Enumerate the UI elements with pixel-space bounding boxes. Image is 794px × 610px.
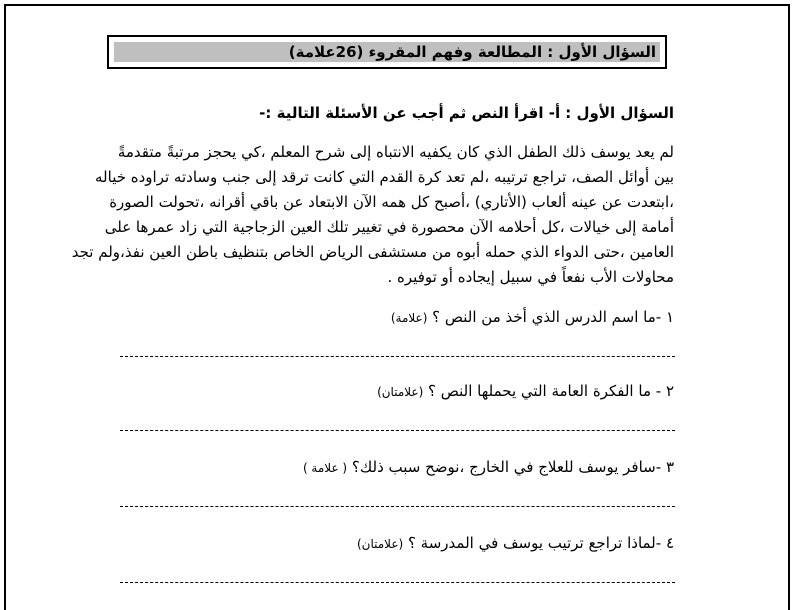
reading-passage xyxy=(71,140,674,290)
question-mark: (علامتان) xyxy=(377,385,424,399)
question-text: ٢ - ما الفكرة العامة التي يحملها النص ؟ xyxy=(428,382,674,400)
passage-line: بين أوائل الصف، تراجع ترتيبه ،لم تعد كرة القدم التي كانت ترقد إلى جنب وسادته تراوده خياله xyxy=(95,168,674,186)
section-title-box xyxy=(107,35,667,69)
question-mark: (علامة) xyxy=(390,311,428,325)
answer-line-2[interactable] xyxy=(120,430,675,431)
passage-line: العامين ،حتى الدواء الذي حمله أبوه من مستشفى الرياض الخاص بتنظيف باطن العين نفذ،ولم تجد xyxy=(71,243,674,261)
question-mark: (علامتان) xyxy=(356,537,404,551)
passage-line: محاولات الأب نفعاً في سبيل إيجاده أو توفيره . xyxy=(387,268,674,286)
answer-line-4[interactable] xyxy=(120,582,675,583)
passage-line: ،ابتعدت عن عينه ألعاب (الأتاري) ،أصبح كل همه الآن الابتعاد عن باقي أقرانه ،تحولت الصورة xyxy=(109,193,674,211)
answer-line-1[interactable] xyxy=(120,356,675,357)
passage-line: لم يعد يوسف ذلك الطفل الذي كان يكفيه الانتباه إلى شرح المعلم ،كي يحجز مرتبةً متقدمةً xyxy=(117,143,674,161)
question-text: ١ -ما اسم الدرس الذي أخذ من النص ؟ xyxy=(432,308,674,326)
question-mark: ( علامة ) xyxy=(302,461,348,475)
page-border-right xyxy=(788,4,790,610)
question-2 xyxy=(377,382,674,400)
question-text: ٣ -سافر يوسف للعلاج في الخارج ،نوضح سبب ذلك؟ xyxy=(351,458,674,476)
question-3 xyxy=(303,458,674,476)
section-title: السؤال الأول : المطالعة وفهم المقروء (26علامة) xyxy=(114,42,660,62)
question-4 xyxy=(357,534,674,552)
question-text: ٤ -لماذا تراجع ترتيب يوسف في المدرسة ؟ xyxy=(407,534,674,552)
answer-line-3[interactable] xyxy=(120,506,675,507)
question-heading: السؤال الأول : أ- اقرأ النص ثم أجب عن الأسئلة التالية :- xyxy=(259,104,674,122)
page-border-top xyxy=(4,4,790,6)
page-border-left xyxy=(4,4,6,610)
passage-line: أمامة إلى خيالات ،كل أحلامه الآن محصورة في تغيير تلك العين الزجاجية التي زاد عمرها على xyxy=(104,218,674,236)
question-1 xyxy=(391,308,674,326)
